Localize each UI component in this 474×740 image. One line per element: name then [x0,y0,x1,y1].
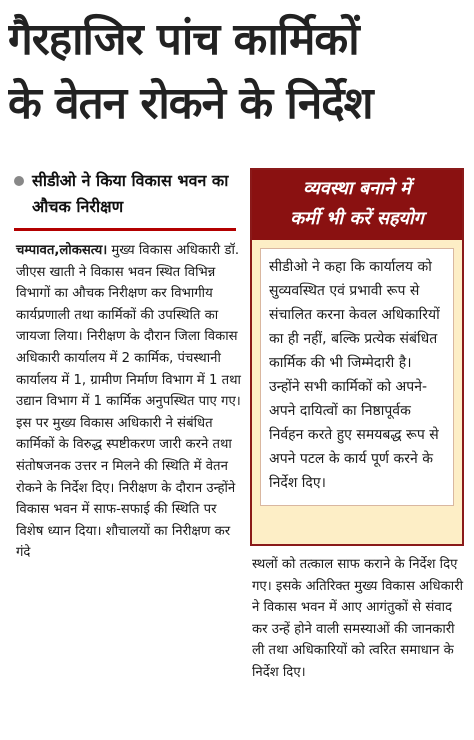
article-column-right [252,554,464,684]
sidebar-box [250,168,464,546]
dateline: चम्पावत,लोकसत्य। [16,243,108,258]
headline-line-1: गैरहाजिर पांच कार्मिकों [8,14,359,65]
subheadline [14,168,234,220]
sidebar-box-title-line-2: कर्मी भी करें सहयोग [290,208,424,229]
sidebar-box-text: सीडीओ ने कहा कि कार्यालय को सुव्यवस्थित एवं प्रभावी रूप से संचालित करना केवल अधिकारियों का ही नहीं, बल्कि प्रत्येक संबंधित कार्मिक की भी जिम्मेदारी है। उन्होंने सभी कार्मिकों को अपने-अपने दायित्वों का निष्ठापूर्वक निर्वहन करते हुए समयबद्ध रूप से अपने पटल के कार्य पूर्ण करने के निर्देश दिए। [260,248,454,506]
article-column-left [16,240,242,564]
subheadline-text: सीडीओ ने किया विकास भवन का औचक निरीक्षण [32,171,229,216]
headline [8,8,466,136]
bullet-icon [14,176,24,186]
article-text-right: स्थलों को तत्काल साफ कराने के निर्देश दिए गए। इसके अतिरिक्त मुख्य विकास अधिकारी ने विकास भवन में आए आगंतुकों से संवाद कर उन्हें होने वाली समस्याओं की जानकारी ली तथा अधिकारियों को त्वरित समाधान के निर्देश दिए। [252,557,464,680]
sidebar-box-title [252,170,462,240]
sidebar-box-title-line-1: व्यवस्था बनाने में [303,178,411,199]
headline-line-2: के वेतन रोकने के निर्देश [8,78,373,129]
article-paragraph [16,240,242,564]
section-divider [14,228,236,231]
article-text-left: मुख्य विकास अधिकारी डॉ. जीएस खाती ने विकास भवन स्थित विभिन्न विभागों का औचक निरीक्षण कर विभागीय कार्यप्रणाली तथा कार्मिकों की उपस्थिति का जायजा लिया। निरीक्षण के दौरान जिला विकास अधिकारी कार्यालय में 2 कार्मिक, पंचस्थानी कार्यालय में 1, ग्रामीण निर्माण विभाग में 1 तथा उद्यान विभाग में 1 कार्मिक अनुपस्थित पाए गए।इस पर मुख्य विकास अधिकारी ने संबंधित कार्मिकों के विरुद्ध स्पष्टीकरण जारी करने तथा संतोषजनक उत्तर न मिलने की स्थिति में वेतन रोकने के निर्देश दिए। निरीक्षण के दौरान उन्होंने विकास भवन में साफ-सफाई की स्थिति पर विशेष ध्यान दिया। शौचालयों का निरीक्षण कर गंदे [16,243,241,561]
